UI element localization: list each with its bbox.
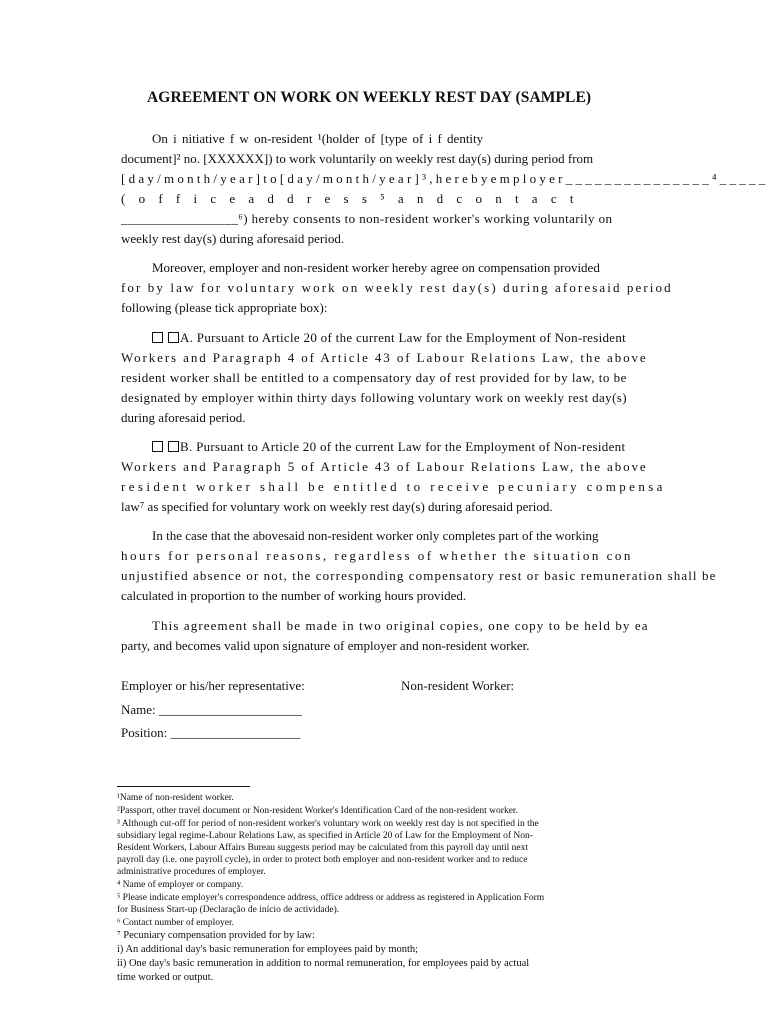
- footnote-5-line-1: ⁵ Please indicate employer's correspondence address, office address or address as registered in Application Form: [117, 893, 545, 903]
- footnote-7-line-4: time worked or output.: [117, 972, 214, 983]
- footnote-7-line-2: i) An additional day's basic remuneration for employees paid by month;: [117, 944, 419, 955]
- option-b-text: B. Pursuant to Article 20 of the current Law for the Employment of Non-resident: [180, 439, 626, 454]
- para2-line-3: following (please tick appropriate box):: [121, 300, 328, 315]
- para3-line-4: calculated in proportion to the number of working hours provided.: [121, 588, 467, 603]
- para1-line-2: document]² no. [XXXXXX]) to work voluntarily on weekly rest day(s) during period from: [121, 151, 594, 166]
- option-a-checkbox[interactable]: [152, 332, 163, 343]
- para3-line-3: unjustified absence or not, the corresponding compensatory rest or basic remuneration shall be: [121, 568, 717, 583]
- option-b-checkbox-alt[interactable]: [168, 441, 179, 452]
- option-a-checkbox-alt[interactable]: [168, 332, 179, 343]
- employer-label: Employer or his/her representative:: [121, 678, 305, 693]
- option-b-line-4: law⁷ as specified for voluntary work on weekly rest day(s) during aforesaid period.: [121, 499, 553, 514]
- footnote-7-line-3: ii) One day's basic remuneration in addition to normal remuneration, for employees paid by actual: [117, 958, 530, 969]
- worker-label: Non-resident Worker:: [401, 678, 515, 693]
- footnote-6: ⁶ Contact number of employer.: [117, 918, 235, 928]
- para1-line-1: On i nitiative f w on-resident ¹(holder of [type of i f dentity: [152, 131, 484, 146]
- footnote-2: ²Passport, other travel document or Non-resident Worker's Identification Card of the non-resident worker.: [117, 806, 518, 816]
- option-a-line-1: [152, 330, 626, 346]
- name-line: Name: ______________________: [121, 702, 302, 717]
- para1-line-4: ( o f f i c e a d d r e s s ⁵ a n d c o n t a c t: [121, 191, 574, 206]
- option-b-line-1: [152, 439, 625, 455]
- footnote-separator: [117, 786, 250, 787]
- footnote-7-line-1: ⁷ Pecuniary compensation provided for by law:: [117, 930, 315, 941]
- option-a-line-2: Workers and Paragraph 4 of Article 43 of Labour Relations Law, the above: [121, 350, 648, 365]
- option-a-text: A. Pursuant to Article 20 of the current Law for the Employment of Non-resident: [180, 330, 627, 345]
- para1-line-5: _________________⁶) hereby consents to non-resident worker's working voluntarily on: [121, 211, 613, 226]
- footnote-3-line-1: ³ Although cut-off for period of non-resident worker's voluntary work on weekly rest day is not specified in the: [117, 819, 539, 829]
- option-a-line-4: designated by employer within thirty days following voluntary work on weekly rest day(s): [121, 390, 627, 405]
- para2-line-2: for by law for voluntary work on weekly rest day(s) during aforesaid period: [121, 280, 673, 295]
- option-a-line-5: during aforesaid period.: [121, 410, 246, 425]
- option-b-checkbox[interactable]: [152, 441, 163, 452]
- option-b-line-3: resident worker shall be entitled to receive pecuniary compensa: [121, 479, 666, 494]
- position-line: Position: ____________________: [121, 725, 301, 740]
- para1-line-6: weekly rest day(s) during aforesaid period.: [121, 231, 345, 246]
- footnote-3-line-3: Resident Workers, Labour Affairs Bureau suggests period may be calculated from this payroll day until next: [117, 843, 528, 853]
- document-title: AGREEMENT ON WORK ON WEEKLY REST DAY (SAMPLE): [147, 89, 592, 106]
- para3-line-1: In the case that the abovesaid non-resident worker only completes part of the working: [152, 528, 599, 543]
- footnote-3-line-5: administrative procedures of employer.: [117, 867, 266, 877]
- option-b-line-2: Workers and Paragraph 5 of Article 43 of Labour Relations Law, the above: [121, 459, 648, 474]
- option-a-line-3: resident worker shall be entitled to a compensatory day of rest provided for by law, to be: [121, 370, 627, 385]
- para2-line-1: Moreover, employer and non-resident worker hereby agree on compensation provided: [152, 260, 600, 275]
- footnote-3-line-4: payroll day (i.e. one payroll cycle), in order to protect both employer and non-resident worker and to reduce: [117, 855, 528, 865]
- footnote-5-line-2: for Business Start-up (Declaração de início de actividade).: [117, 905, 340, 915]
- footnote-1: ¹Name of non-resident worker.: [117, 793, 234, 803]
- para4-line-1: This agreement shall be made in two original copies, one copy to be held by ea: [152, 618, 649, 633]
- para3-line-2: hours for personal reasons, regardless of whether the situation con: [121, 548, 633, 563]
- footnote-4: ⁴ Name of employer or company.: [117, 880, 244, 890]
- para1-line-3: [ d a y / m o n t h / y e a r ] t o [ d a y / m o n t h / y e a r ] ³ , h e r e b y e m p l o y e r _ _ _ _ _ _ _ _ _ _ _ _ _ _ _ ⁴ _ _ _ _ _: [121, 171, 766, 186]
- footnote-3-line-2: subsidiary legal regime-Labour Relations Law, as specified in Article 20 of Law for the Employment of Non-: [117, 831, 533, 841]
- para4-line-2: party, and becomes valid upon signature of employer and non-resident worker.: [121, 638, 530, 653]
